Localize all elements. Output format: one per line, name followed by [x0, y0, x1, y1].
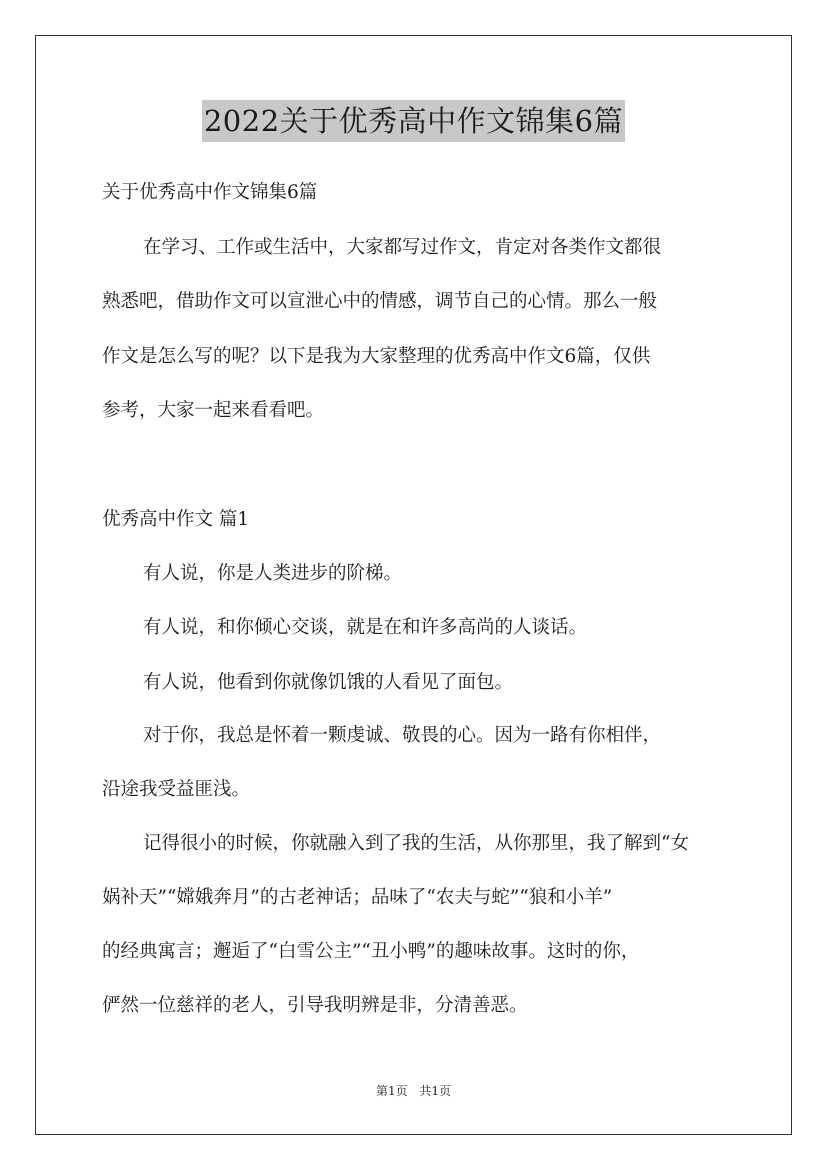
body-line: 有人说，你是人类进步的阶梯。: [143, 563, 403, 584]
page-footer: [0, 1083, 827, 1099]
intro-line: 熟悉吧，借助作文可以宣泄心中的情感，调节自己的心情。那么一般: [102, 291, 658, 312]
body-line: 有人说，他看到你就像饥饿的人看见了面包。: [143, 672, 514, 693]
body-line: 的经典寓言；邂逅了“白雪公主”“丑小鸭”的趣味故事。这时的你，: [102, 941, 640, 962]
document-title: 2022关于优秀高中作文锦集6篇: [202, 100, 625, 142]
document-subtitle: 关于优秀高中作文锦集6篇: [102, 182, 318, 203]
intro-line: 参考，大家一起来看看吧。: [102, 400, 325, 421]
intro-line: 作文是怎么写的呢？以下是我为大家整理的优秀高中作文6篇，仅供: [102, 346, 651, 367]
title-container: [0, 100, 827, 142]
body-line: 对于你，我总是怀着一颗虔诚、敬畏的心。因为一路有你相伴，: [143, 725, 662, 746]
body-line: 记得很小的时候，你就融入到了我的生活，从你那里，我了解到“女: [143, 833, 689, 854]
intro-line: 在学习、工作或生活中，大家都写过作文，肯定对各类作文都很: [143, 237, 662, 258]
page-total: 共1页: [419, 1084, 452, 1098]
body-line: 有人说，和你倾心交谈，就是在和许多高尚的人谈话。: [143, 617, 588, 638]
body-line: 沿途我受益匪浅。: [102, 779, 251, 800]
section-heading: 优秀高中作文 篇1: [102, 509, 250, 530]
page-number: 第1页: [375, 1084, 408, 1098]
body-line: 娲补天”“嫦娥奔月”的古老神话；品味了“农夫与蛇”“狼和小羊”: [102, 887, 613, 908]
body-line: 俨然一位慈祥的老人，引导我明辨是非，分清善恶。: [102, 995, 528, 1016]
